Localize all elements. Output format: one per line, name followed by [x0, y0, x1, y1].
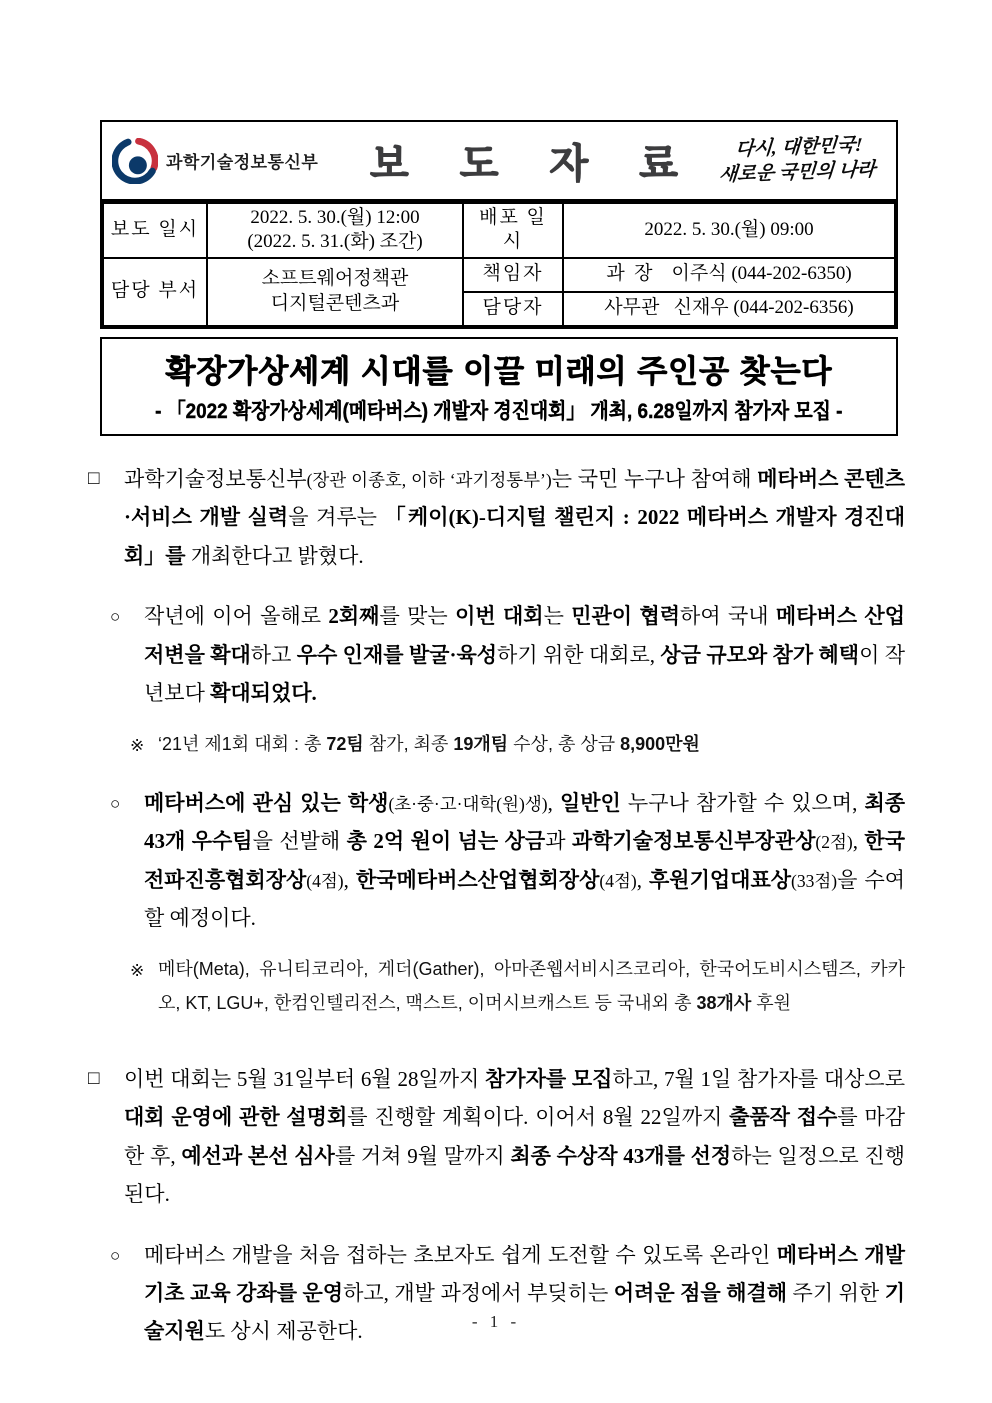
table-row: [103, 203, 895, 258]
header-box: [100, 120, 898, 329]
bullet-circle: ○: [110, 793, 121, 813]
dept-line-1: 소프트웨어정책관: [261, 268, 409, 290]
distribute-date-value: 2022. 5. 30.(월) 09:00: [563, 203, 895, 258]
table-row: [103, 258, 895, 292]
bullet-box: □: [88, 468, 100, 489]
paragraph: [88, 1236, 905, 1351]
bullet-circle: ○: [110, 1245, 121, 1265]
bullet-note: ※: [130, 735, 145, 755]
paragraph: [88, 1060, 905, 1214]
paragraph-text: 작년에 이어 올해로 2회째를 맞는 이번 대회는 민관이 협력하여 국내 메타버스 산업 저변을 확대하고 우수 인재를 발굴·육성하기 위한 대회로, 상금 규모와 참가 혜택이 작년보다 확대되었다.: [144, 604, 905, 706]
bullet-note: ※: [130, 960, 145, 980]
paragraph-text: 이번 대회는 5월 31일부터 6월 28일까지 참가자를 모집하고, 7월 1일 참가자를 대상으로 대회 운영에 관한 설명회를 진행할 계획이다. 이어서 8월 22일까지 출품작 접수를 마감한 후, 예선과 본선 심사를 거쳐 9월 말까지 최종 수상작 43개를 선정하는 일정으로 진행된다.: [124, 1066, 906, 1207]
manager-value: 사무관 신재우 (044-202-6356): [563, 292, 895, 326]
body-paragraphs: [0, 420, 992, 1351]
slogan-line-2: 새로운 국민의 나라: [718, 158, 876, 186]
government-emblem-icon: [112, 138, 158, 184]
paragraph-text: 메타(Meta), 유니티코리아, 게더(Gather), 아마존웹서비시즈코리아, 한국어도비시스템즈, 카카오, KT, LGU+, 한컴인텔리전스, 맥스트, 이머시브캐스트 등 국내외 총 38개사 후원: [158, 958, 905, 1013]
ministry-logo: [112, 138, 350, 184]
manager-label: 담당자: [463, 292, 563, 326]
bullet-box: □: [88, 1067, 100, 1089]
paragraph: [88, 784, 905, 938]
dept-label: 담당 부서: [103, 258, 207, 326]
dept-line-2: 디지털콘텐츠과: [270, 292, 400, 314]
headline-title: 확장가상세계 시대를 이끌 미래의 주인공 찾는다: [165, 354, 833, 389]
paragraph-text: 과학기술정보통신부(장관 이종호, 이하 ‘과기정통부’)는 국민 누구나 참여해 메타버스 콘텐츠·서비스 개발 실력을 겨루는 「케이(K)-디지털 챌린지 : 2022 메타버스 개발자 경진대회」를 개최한다고 밝혔다.: [124, 467, 905, 568]
paragraph-text: 메타버스 개발을 처음 접하는 초보자도 쉽게 도전할 수 있도록 온라인 메타버스 개발 기초 교육 강좌를 운영하고, 개발 과정에서 부딪히는 어려운 점을 해결해 주기 위한 기술지원도 상시 제공한다.: [144, 1242, 905, 1344]
paragraph: [88, 952, 905, 1020]
distribute-date-label: 배포 일시: [463, 203, 563, 258]
ministry-name: 과학기술정보통신부: [166, 153, 319, 172]
paragraph: [88, 460, 905, 575]
slogan-line-1: 다시, 대한민국!: [734, 134, 864, 161]
gov-slogan: [696, 132, 899, 189]
paragraph: [88, 597, 905, 712]
paragraph-text: 메타버스에 관심 있는 학생(초·중·고·대학(원)생), 일반인 누구나 참가할 수 있으며, 최종 43개 우수팀을 선발해 총 2억 원이 넘는 상금과 과학기술정보통신부장관상(2점), 한국전파진흥협회장상(4점), 한국메타버스산업협회장상(4점), 후원기업대표상(33점)을 수여할 예정이다.: [144, 790, 906, 931]
doc-type-title: 보 도 자 료: [370, 142, 698, 186]
release-date-value: [207, 203, 463, 258]
info-table: [102, 202, 896, 327]
paragraph: [88, 727, 905, 762]
release-date-line-1: 2022. 5. 30.(월) 12:00: [250, 207, 420, 228]
release-date-line-2: (2022. 5. 31.(화) 조간): [247, 231, 423, 253]
page-number: - 1 -: [471, 1312, 521, 1331]
chief-value: 과 장 이주식 (044-202-6350): [563, 258, 895, 292]
release-date-label: 보도 일시: [103, 203, 207, 258]
header-row: [102, 122, 896, 202]
chief-label: 책임자: [463, 258, 563, 292]
bullet-circle: ○: [110, 607, 121, 627]
dept-value: [207, 258, 463, 326]
headline-subtitle: - 「2022 확장가상세계(메타버스) 개발자 경진대회」 개최, 6.28일까지 참가자 모집 -: [155, 400, 843, 423]
paragraph-text: ‘21년 제1회 대회 : 총 72팀 참가, 최종 19개팀 수상, 총 상금 8,900만원: [158, 733, 700, 754]
